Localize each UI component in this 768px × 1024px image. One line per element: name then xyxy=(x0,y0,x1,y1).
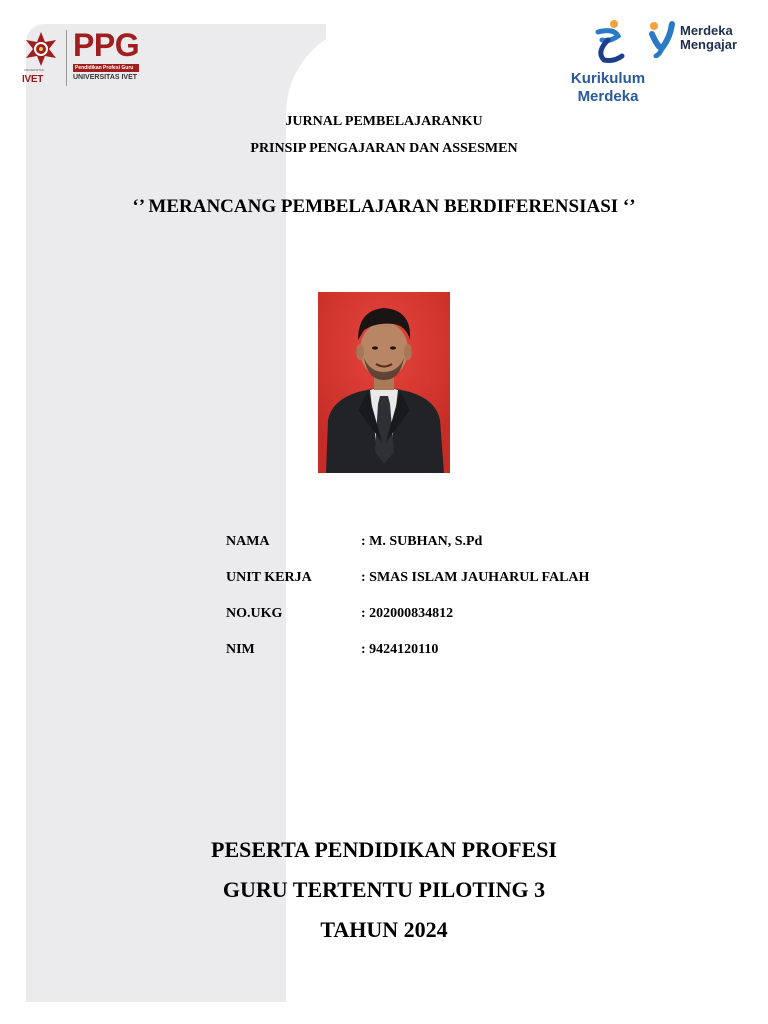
topic-title: ‘’ MERANCANG PEMBELAJARAN BERDIFERENSIASI ‘’ xyxy=(132,196,636,217)
seal-small-text: UNIVERSITAS xyxy=(24,68,44,72)
footer-line3: TAHUN 2024 xyxy=(320,917,448,942)
ppg-subtitle: Pendidikan Profesi Guru xyxy=(73,64,139,72)
ppg-ivet-logo xyxy=(22,27,140,86)
footer-line1: PESERTA PENDIDIKAN PROFESI xyxy=(211,837,557,862)
info-row xyxy=(226,570,589,606)
info-value: : 202000834812 xyxy=(361,606,454,621)
info-label: NAMA xyxy=(226,534,270,549)
subject-title: PRINSIP PENGAJARAN DAN ASSESMEN xyxy=(250,141,518,156)
mengajar-line2: Mengajar xyxy=(680,37,738,52)
kurikulum-figure-icon xyxy=(588,18,628,64)
kurikulum-merdeka-logo xyxy=(562,18,654,105)
mengajar-line1: Merdeka xyxy=(680,23,733,38)
seal-word: IVET xyxy=(22,74,44,85)
ppg-university: UNIVERSITAS IVET xyxy=(73,74,138,81)
logo-divider xyxy=(66,30,67,86)
info-label: NIM xyxy=(226,642,255,657)
kurikulum-line2: Merdeka xyxy=(577,88,639,105)
footer-line2: GURU TERTENTU PILOTING 3 xyxy=(222,877,546,902)
info-row xyxy=(226,606,589,642)
info-row xyxy=(226,534,589,570)
info-value: : SMAS ISLAM JAUHARUL FALAH xyxy=(361,570,590,585)
info-row xyxy=(226,642,589,678)
ppg-title: PPG xyxy=(73,27,140,63)
profile-photo xyxy=(318,292,450,473)
ivet-seal-icon xyxy=(22,30,60,86)
kurikulum-line1: Kurikulum xyxy=(570,70,646,87)
merdeka-mengajar-icon xyxy=(648,18,676,58)
journal-title: JURNAL PEMBELAJARANKU xyxy=(285,114,483,129)
participant-info xyxy=(226,534,589,678)
info-value: : 9424120110 xyxy=(361,642,439,657)
info-label: UNIT KERJA xyxy=(226,570,312,585)
merdeka-mengajar-logo xyxy=(648,18,737,58)
info-value: : M. SUBHAN, S.Pd xyxy=(361,534,483,549)
info-label: NO.UKG xyxy=(226,606,283,621)
